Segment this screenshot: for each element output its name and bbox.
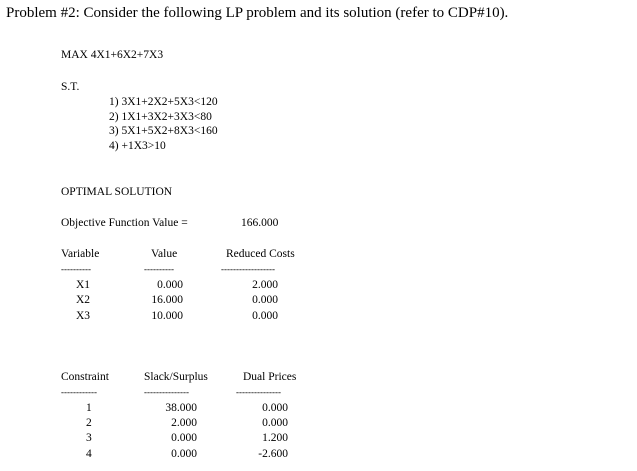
variable-name: X3: [76, 310, 91, 322]
constraint-dual-price: 0.000: [262, 417, 288, 429]
constraint-slack: 38.000: [165, 402, 197, 414]
variable-reduced-cost: 0.000: [252, 294, 278, 306]
variables-header-reduced-costs: Reduced Costs: [226, 248, 295, 260]
constraints-header-dual-prices: Dual Prices: [243, 371, 297, 383]
constraints-separator: ---------------: [144, 387, 189, 397]
constraint-number: 2: [86, 417, 92, 429]
variable-reduced-cost: 2.000: [252, 279, 278, 291]
constraint-number: 4: [86, 448, 92, 460]
variables-separator: ------------------: [221, 264, 275, 274]
constraints-header-constraint: Constraint: [61, 371, 109, 383]
constraint-line: 1) 3X1+2X2+5X3<120: [109, 96, 218, 108]
constraint-line: 4) +1X3>10: [109, 140, 166, 152]
variables-separator: ----------: [144, 264, 174, 274]
constraint-dual-price: 1.200: [262, 432, 288, 444]
constraints-separator: ------------: [61, 387, 97, 397]
variable-value: 10.000: [151, 310, 183, 322]
constraint-line: 3) 5X1+5X2+8X3<160: [109, 125, 218, 137]
constraints-separator: ---------------: [236, 387, 281, 397]
constraint-dual-price: -2.600: [258, 448, 288, 460]
variables-header-value: Value: [151, 248, 178, 260]
variables-separator: ----------: [61, 264, 91, 274]
constraint-number: 1: [86, 402, 92, 414]
objective-function: MAX 4X1+6X2+7X3: [61, 49, 164, 61]
constraint-slack: 0.000: [171, 448, 197, 460]
constraint-dual-price: 0.000: [262, 402, 288, 414]
variable-value: 0.000: [157, 279, 183, 291]
constraint-slack: 0.000: [171, 432, 197, 444]
constraint-slack: 2.000: [171, 417, 197, 429]
subject-to-label: S.T.: [61, 81, 80, 93]
variables-header-variable: Variable: [61, 248, 100, 260]
optimal-solution-heading: OPTIMAL SOLUTION: [61, 186, 173, 198]
variable-value: 16.000: [151, 294, 183, 306]
constraints-header-slack-surplus: Slack/Surplus: [144, 371, 208, 383]
objective-value: 166.000: [241, 217, 279, 229]
variable-name: X2: [76, 294, 91, 306]
objective-value-label: Objective Function Value =: [61, 217, 188, 229]
problem-title: Problem #2: Consider the following LP problem and its solution (refer to CDP#10).: [6, 5, 509, 21]
variable-reduced-cost: 0.000: [252, 310, 278, 322]
constraint-number: 3: [86, 432, 92, 444]
variable-name: X1: [76, 279, 91, 291]
constraint-line: 2) 1X1+3X2+3X3<80: [109, 111, 212, 123]
